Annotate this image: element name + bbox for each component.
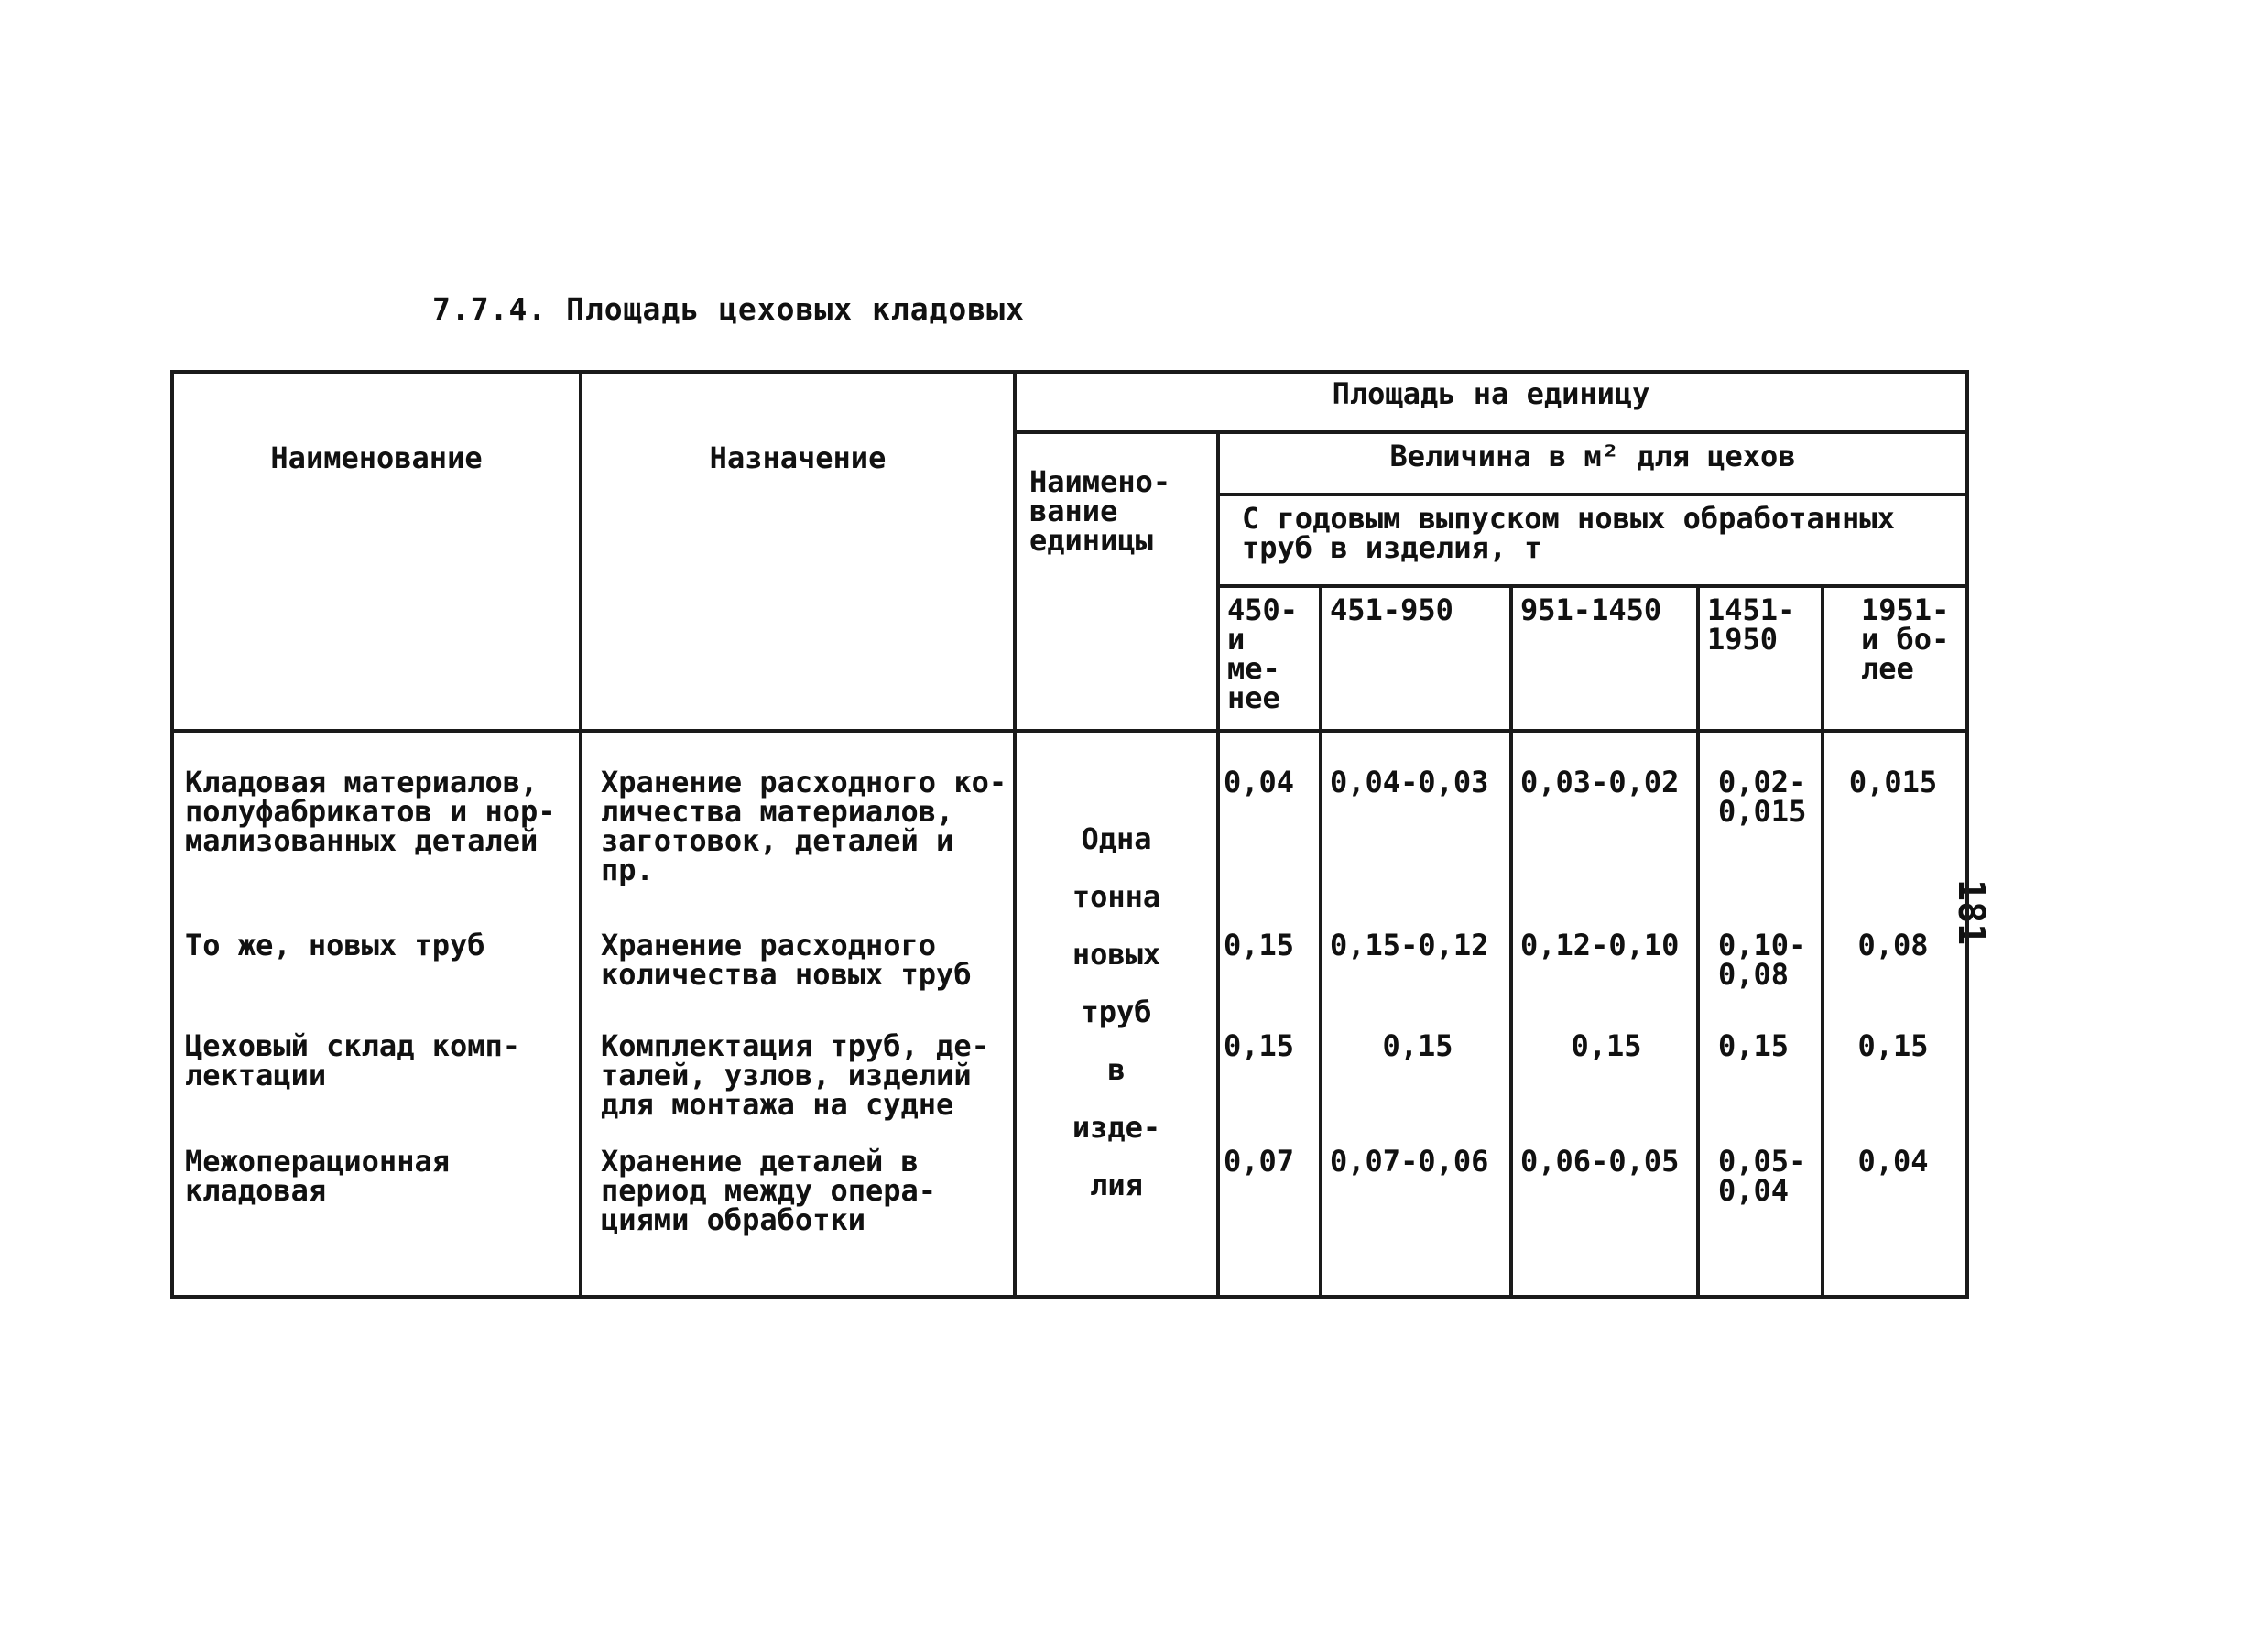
header-col-450-less [1218,586,1321,731]
header-unit-name-line: Наимено- [1029,464,1171,499]
row-purpose-line: Хранение расходного [601,928,937,962]
value-text: 0,15-0,12 [1330,928,1489,962]
value-cell [1330,767,1506,930]
header-col-line: 450- [1227,592,1299,627]
value-cell [1718,930,1817,1031]
values-col-1451-1950 [1698,731,1823,1297]
header-col-line: 951-1450 [1520,592,1662,627]
value-cell [1224,1144,1315,1179]
value-text: 0,07 [1224,1144,1295,1179]
row-name-line: Межоперационная [185,1144,450,1179]
value-text: 0,15 [1224,1028,1295,1063]
unit-line: лия [1090,1168,1143,1202]
row-name-line: Кладовая материалов, [185,765,539,799]
values-col-1951-more [1823,731,1967,1297]
value-cell [1520,1028,1692,1147]
value-cell [1824,1028,1962,1147]
header-col-1951-more [1823,586,1967,731]
value-text: 0,12-0,10 [1520,928,1680,962]
values-col-951-1450 [1511,731,1698,1297]
value-cell [1718,1028,1817,1147]
value-text: 0,08 [1857,928,1929,962]
row-purpose [601,767,1009,930]
header-annual-output-line: С годовым выпуском новых обработанных [1242,501,1895,536]
header-area-per-unit: Площадь на единицу [1015,372,1967,432]
row-name-line: Цеховый склад комп- [185,1028,521,1063]
value-text: 0,04 [1718,1173,1790,1208]
value-cell [1824,1144,1962,1179]
header-unit-name-line: вание [1029,494,1118,528]
header-col-line: 451-950 [1330,592,1453,627]
storage-area-table [170,370,1969,1299]
value-cell [1330,1028,1506,1147]
value-cell [1330,930,1506,1031]
value-text: 0,15 [1718,1028,1790,1063]
value-cell [1520,767,1692,930]
page-title: 7.7.4. Площадь цеховых кладовых [432,291,1025,327]
header-col-line: нее [1227,680,1280,715]
value-text: 0,04 [1857,1144,1929,1179]
header-col-line: 1950 [1707,622,1779,657]
row-name [185,930,575,1031]
header-col-line: 1951- [1861,592,1950,627]
unit-line: новых [1072,937,1161,972]
values-col-451-950 [1321,731,1511,1297]
value-cell [1224,767,1315,930]
row-purpose-line: период между опера- [601,1173,937,1208]
unit-line: изде- [1072,1110,1161,1145]
header-magnitude: Величина в м² для цехов [1218,432,1967,495]
row-purpose [601,1028,1009,1147]
unit-line: тонна [1072,879,1161,914]
row-purpose-line: Комплектация труб, де- [601,1028,989,1063]
row-purpose-line: Хранение деталей в [601,1144,919,1179]
row-purpose-line: циями обработки [601,1202,865,1237]
row-purpose-line: количества новых труб [601,957,972,992]
unit-column [1015,731,1218,1297]
value-text: 0,08 [1718,957,1790,992]
value-text: 0,03-0,02 [1520,765,1680,799]
header-col-1451-1950 [1698,586,1823,731]
page-number: 181 [1950,879,1992,946]
value-text: 0,07-0,06 [1330,1144,1489,1179]
header-col-line: и [1227,622,1246,657]
row-purpose-line: заготовок, деталей и [601,823,954,858]
value-text: 0,05- [1718,1144,1807,1179]
value-cell [1520,1144,1692,1179]
header-col-line: 1451- [1707,592,1796,627]
row-name-line: мализованных деталей [185,823,539,858]
value-text: 0,10- [1718,928,1807,962]
unit-line: труб [1081,994,1152,1029]
value-cell [1224,930,1315,1031]
row-name-line: полуфабрикатов и нор- [185,794,556,829]
row-name-line: кладовая [185,1173,327,1208]
header-unit-name [1015,432,1218,731]
value-text: 0,015 [1848,765,1938,799]
value-text: 0,04 [1224,765,1295,799]
row-purpose-line: талей, узлов, изделий [601,1058,972,1092]
value-text: 0,02- [1718,765,1807,799]
header-col-line: ме- [1227,651,1280,686]
header-unit-name-line: единицы [1029,523,1153,558]
header-purpose: Назначение [581,372,1015,731]
row-name [185,767,575,930]
value-text: 0,04-0,03 [1330,765,1489,799]
row-purpose-line: Хранение расходного ко- [601,765,1007,799]
value-text: 0,015 [1718,794,1807,829]
unit-line: в [1107,1052,1126,1087]
row-purpose-line: пр. [601,853,654,887]
header-annual-output-line: труб в изделия, т [1242,530,1542,565]
value-cell [1718,767,1817,930]
names-column [172,731,581,1297]
value-text: 0,06-0,05 [1520,1144,1680,1179]
header-col-451-950 [1321,586,1511,731]
row-purpose [601,1144,1009,1237]
row-name [185,1028,575,1147]
row-purpose-line: для монтажа на судне [601,1087,954,1122]
value-text: 0,15 [1382,1028,1453,1063]
row-purpose-line: личества материалов, [601,794,954,829]
header-col-line: и бо- [1861,622,1950,657]
value-cell [1824,930,1962,1031]
unit-line: Одна [1081,821,1152,856]
row-name [185,1144,575,1208]
purposes-column [581,731,1015,1297]
value-cell [1824,767,1962,930]
row-purpose [601,930,1009,1031]
value-text: 0,15 [1224,928,1295,962]
value-cell [1520,930,1692,1031]
value-text: 0,15 [1857,1028,1929,1063]
row-name-line: лектации [185,1058,327,1092]
value-text: 0,15 [1571,1028,1642,1063]
header-name: Наименование [172,372,581,731]
value-cell [1224,1028,1315,1147]
value-cell [1718,1144,1817,1208]
row-name-line: То же, новых труб [185,928,485,962]
value-cell [1330,1144,1506,1179]
header-col-line: лее [1861,651,1914,686]
header-annual-output [1218,495,1967,586]
header-col-951-1450 [1511,586,1698,731]
values-col-450-less [1218,731,1321,1297]
